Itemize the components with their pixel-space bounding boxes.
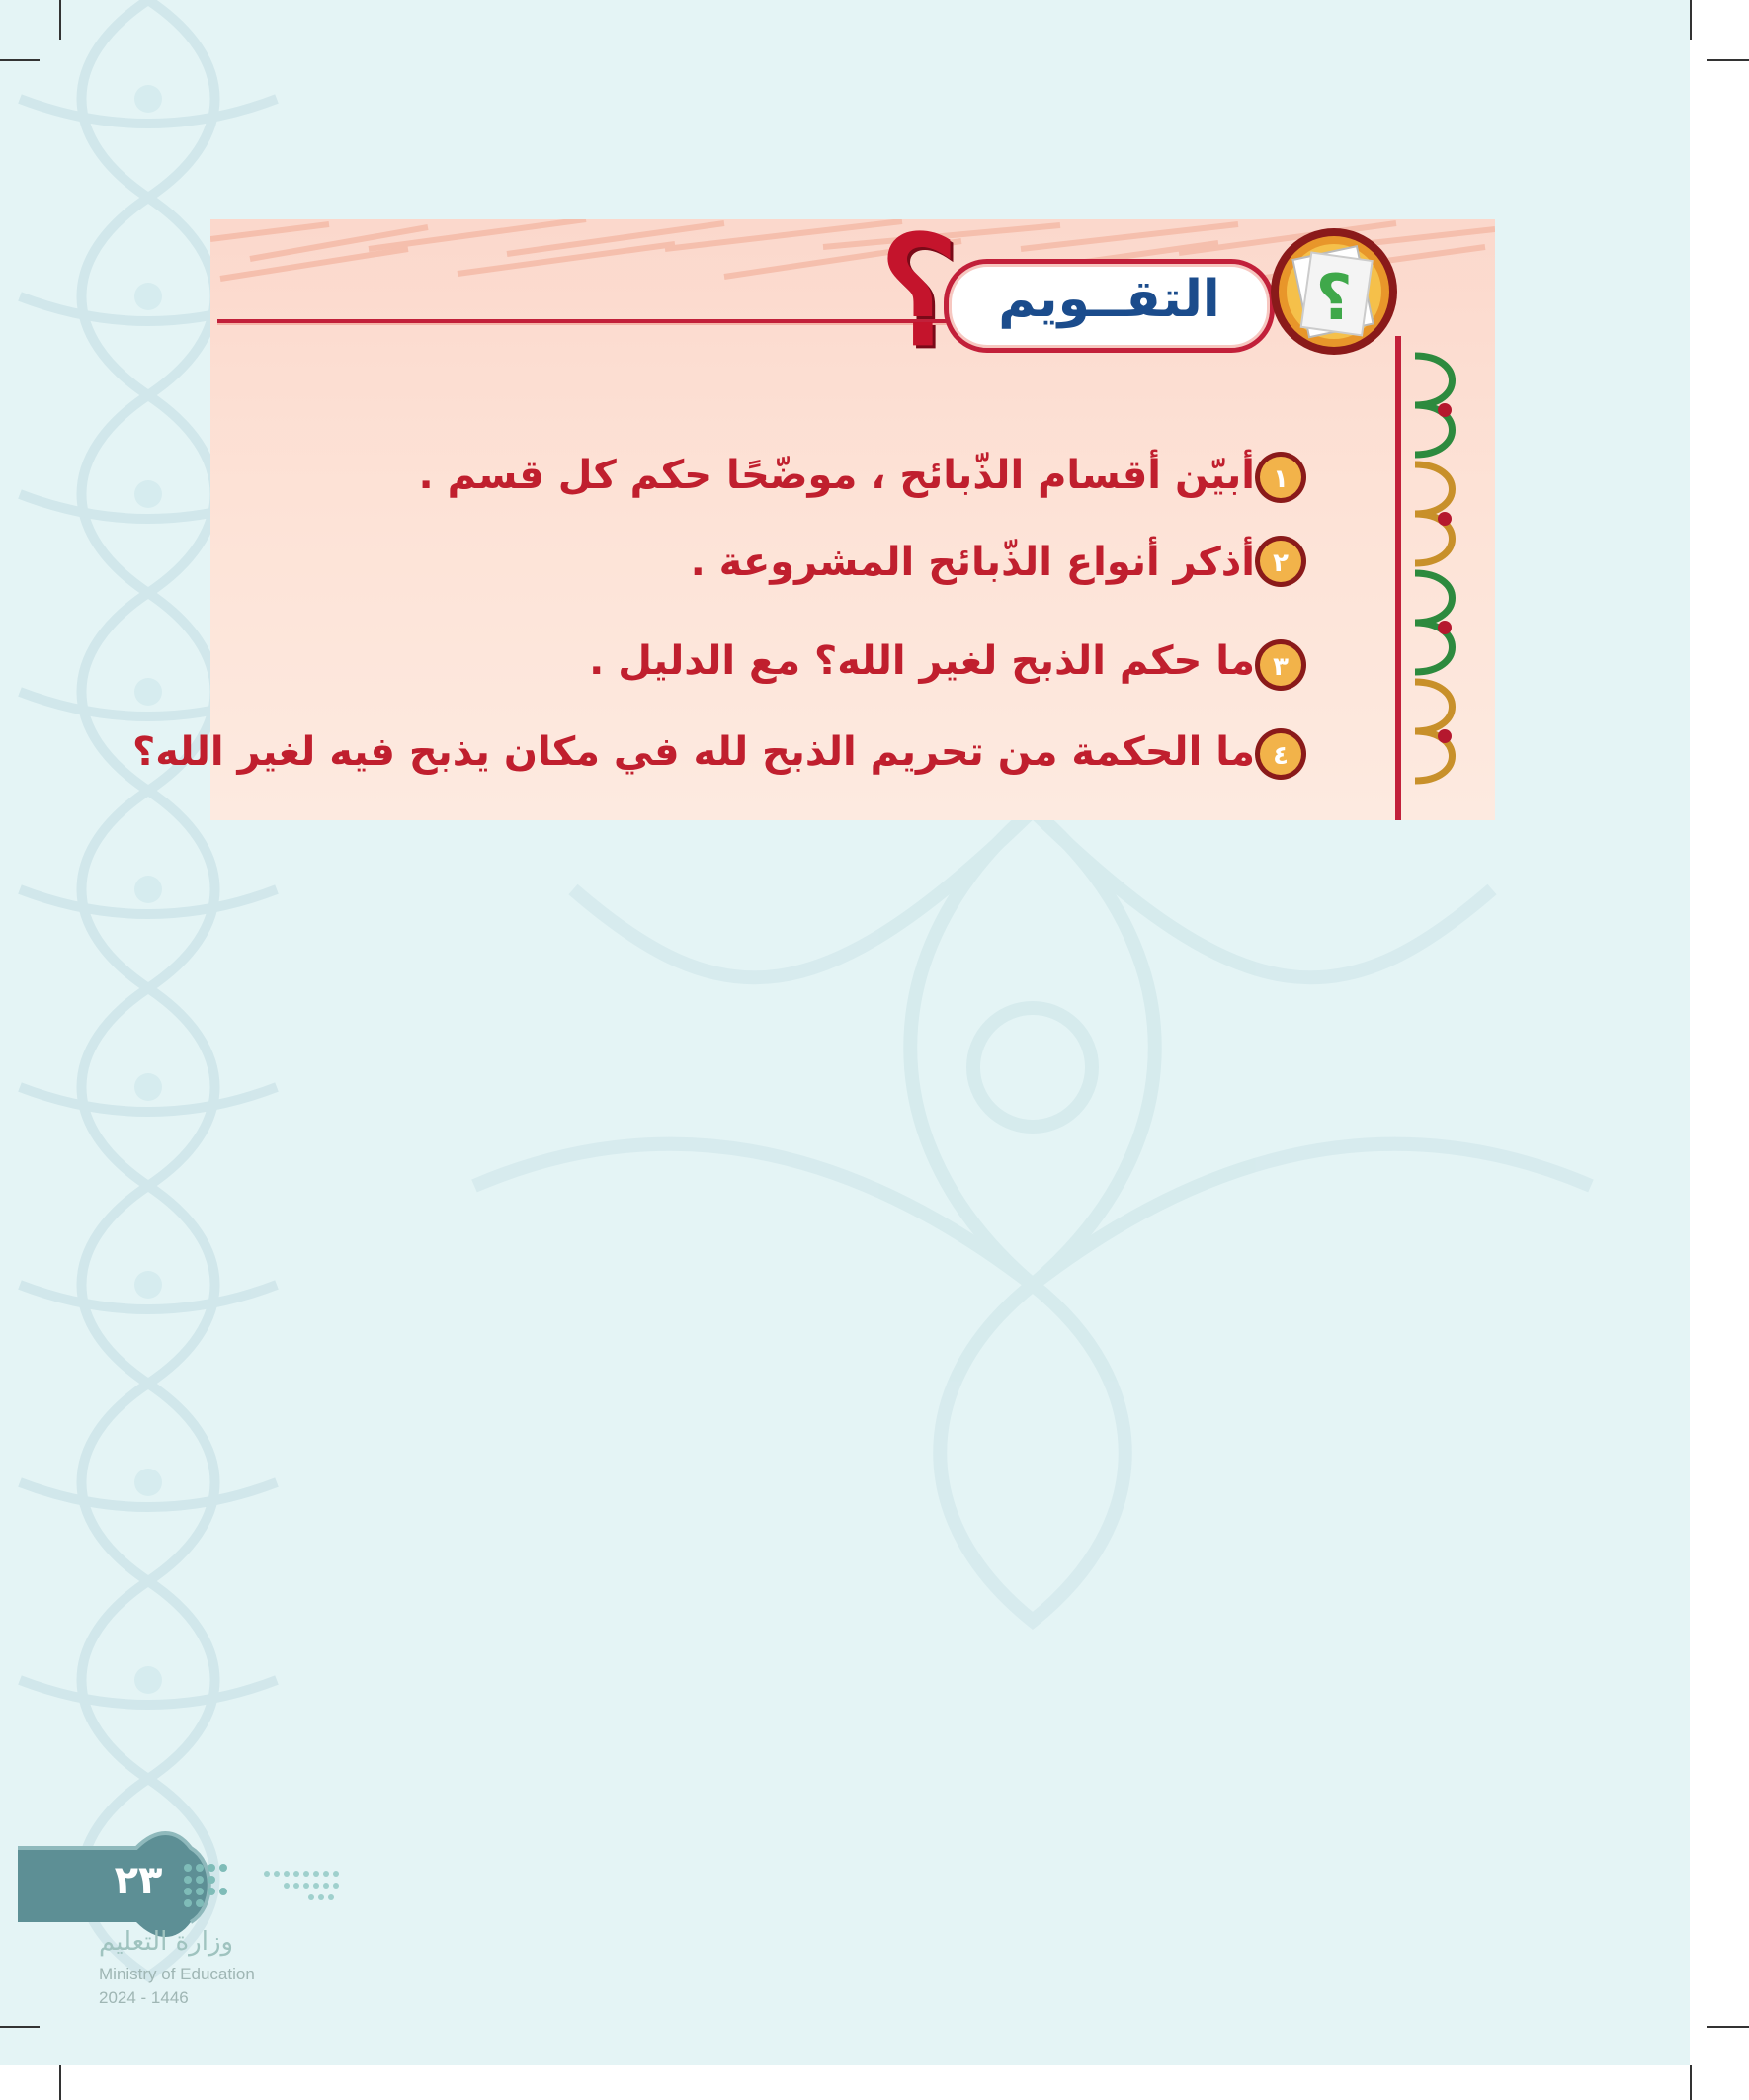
crop-mark <box>1690 0 1692 40</box>
svg-text:؟: ؟ <box>1315 262 1353 335</box>
section-title-pill <box>944 259 1275 353</box>
edition-year: 2024 - 1446 <box>99 1988 189 2007</box>
crop-mark <box>1707 59 1749 61</box>
crop-mark <box>1707 2026 1749 2028</box>
crop-mark <box>59 0 61 40</box>
ministry-logo-icon <box>99 1848 356 1937</box>
question-3: ما حكم الذبح لغير الله؟ مع الدليل . <box>589 638 1255 684</box>
question-number-4-icon <box>1253 726 1308 782</box>
question-number-3-icon <box>1253 637 1308 693</box>
ministry-name-english: Ministry of Education <box>99 1965 255 1983</box>
crop-mark <box>0 2026 40 2028</box>
svg-text:٣: ٣ <box>1273 652 1289 682</box>
page-number: ٢٣ <box>114 1858 163 1903</box>
crop-mark <box>1690 2065 1692 2100</box>
svg-text:٤: ٤ <box>1273 741 1289 771</box>
floral-border-icon <box>1395 336 1482 820</box>
question-number-1-icon <box>1253 450 1308 505</box>
ministry-name-arabic: وزارة التعليم <box>99 1927 234 1957</box>
section-title: التقــويم <box>998 270 1220 329</box>
crop-mark <box>0 59 40 61</box>
header-rule <box>217 319 949 325</box>
paper-question-icon <box>1265 222 1403 361</box>
arabesque-pattern-center <box>375 771 1690 1660</box>
question-1: أبيّن أقسام الذّبائح ، موضّحًا حكم كل قسم . <box>418 453 1255 498</box>
question-mark-icon: ؟ <box>879 205 958 378</box>
question-2: أذكر أنواع الذّبائح المشروعة . <box>690 540 1255 585</box>
question-4: ما الحكمة من تحريم الذبح لله في مكان يذبح فيه لغير الله؟ <box>132 729 1255 775</box>
svg-text:٢: ٢ <box>1273 548 1289 578</box>
svg-text:١: ١ <box>1273 464 1289 494</box>
crop-mark <box>59 2065 61 2100</box>
question-number-2-icon <box>1253 534 1308 589</box>
